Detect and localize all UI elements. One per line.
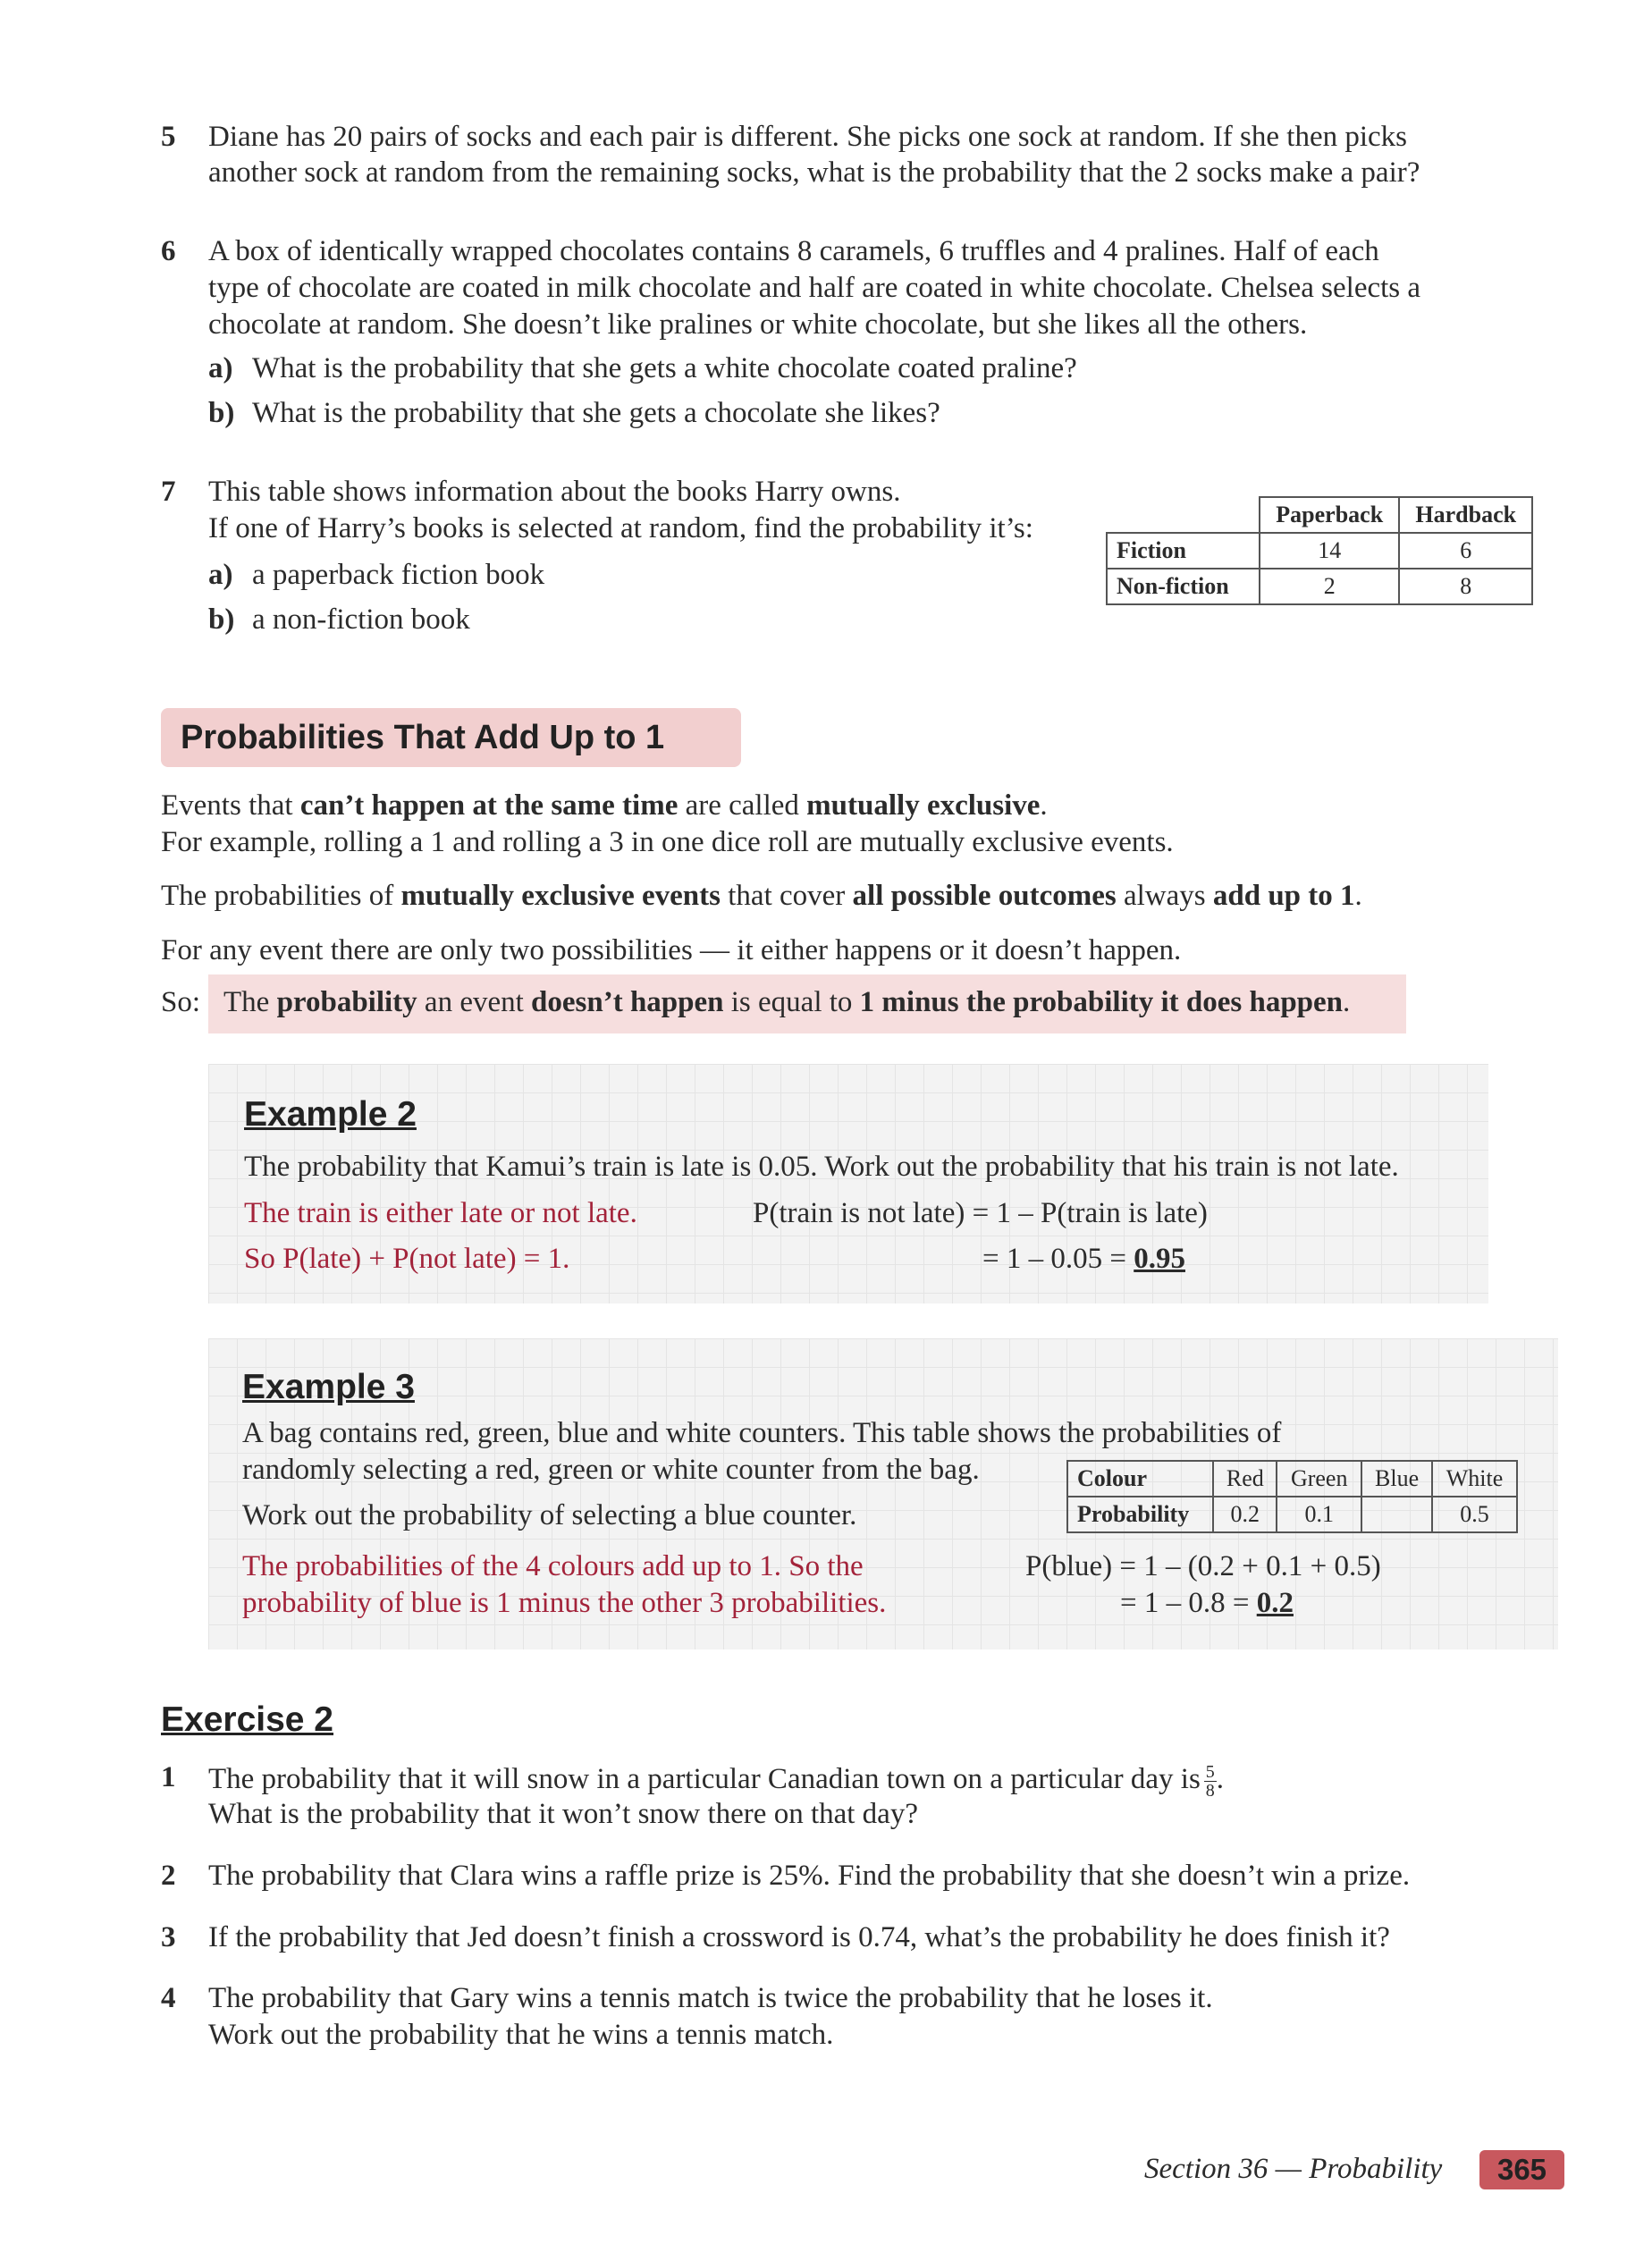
question-text: The probability that it will snow in a particular Canadian town on a particular day is $\frac{5}{8}$ . <box>208 1762 1225 1801</box>
fraction: $\frac{5}{8}$ <box>1205 1762 1215 1801</box>
question-text: The probability that Gary wins a tennis match is twice the probability that he loses it. <box>208 1982 1213 2014</box>
example-note: probability of blue is 1 minus the other 3 probabilities. <box>242 1587 887 1619</box>
table-cell: 14 <box>1260 533 1399 569</box>
table-cell: 2 <box>1260 569 1399 604</box>
subpart-text: a non-fiction book <box>252 603 470 636</box>
example-question: randomly selecting a red, green or white counter from the bag. <box>242 1454 980 1486</box>
exercise-title: Exercise 2 <box>161 1700 334 1739</box>
question-text: This table shows information about the books Harry owns. <box>208 476 901 508</box>
section-heading: Probabilities That Add Up to 1 <box>161 708 741 767</box>
question-text: chocolate at random. She doesn’t like pralines or white chocolate, but she likes all the others. <box>208 308 1308 341</box>
paragraph: The probabilities of mutually exclusive events that cover all possible outcomes always add up to 1. <box>161 880 1362 912</box>
question-text: The probability that Clara wins a raffle prize is 25%. Find the probability that she doesn’t win a prize. <box>208 1860 1411 1892</box>
working-line: = 1 – 0.05 = 0.95 <box>982 1243 1185 1275</box>
question-number: 5 <box>161 121 176 153</box>
table-cell: 6 <box>1399 533 1532 569</box>
table-cell: 8 <box>1399 569 1532 604</box>
row-header: Colour <box>1067 1461 1213 1497</box>
example-note: The probabilities of the 4 colours add up to 1. So the <box>242 1550 864 1582</box>
question-text: What is the probability that it won’t snow there on that day? <box>208 1798 918 1830</box>
question-text: Diane has 20 pairs of socks and each pair is different. She picks one sock at random. If she then picks <box>208 121 1408 153</box>
question-number: 4 <box>161 1982 176 2014</box>
table-cell: White <box>1432 1461 1517 1497</box>
row-header: Fiction <box>1107 533 1260 569</box>
question-text: Work out the probability that he wins a tennis match. <box>208 2019 834 2051</box>
paragraph: For any event there are only two possibilities — it either happens or it doesn’t happen. <box>161 934 1182 966</box>
example-title: Example 3 <box>242 1368 415 1406</box>
example-title: Example 2 <box>244 1095 417 1134</box>
example-question: The probability that Kamui’s train is late is 0.05. Work out the probability that his train is not late. <box>244 1151 1399 1183</box>
page-number: 365 <box>1479 2150 1564 2189</box>
subpart-text: What is the probability that she gets a white chocolate coated praline? <box>252 352 1077 384</box>
question-number: 6 <box>161 235 176 267</box>
subpart-label: b) <box>208 397 235 429</box>
table-cell: 0.5 <box>1432 1497 1517 1532</box>
question-text: If the probability that Jed doesn’t finish a crossword is 0.74, what’s the probability he does finish it? <box>208 1921 1390 1953</box>
footer-section-label: Section 36 — Probability <box>1144 2153 1443 2185</box>
question-text: type of chocolate are coated in milk chocolate and half are coated in white chocolate. Chelsea selects a <box>208 272 1421 304</box>
subpart-label: a) <box>208 559 233 591</box>
subpart-label: a) <box>208 352 233 384</box>
column-header: Paperback <box>1260 497 1399 533</box>
colour-probability-table <box>1066 1460 1518 1533</box>
subpart-label: b) <box>208 603 235 636</box>
example-question: Work out the probability of selecting a blue counter. <box>242 1499 857 1531</box>
working-line: P(blue) = 1 – (0.2 + 0.1 + 0.5) <box>1025 1550 1381 1582</box>
example-question: A bag contains red, green, blue and white counters. This table shows the probabilities of <box>242 1417 1282 1449</box>
working-line: P(train is not late) = 1 – P(train is late) <box>753 1197 1208 1229</box>
table-cell: Red <box>1213 1461 1277 1497</box>
row-header: Non-fiction <box>1107 569 1260 604</box>
table-cell: 0.1 <box>1277 1497 1361 1532</box>
row-header: Probability <box>1067 1497 1213 1532</box>
so-label: So: <box>161 986 201 1018</box>
working-line: = 1 – 0.8 = 0.2 <box>1120 1587 1294 1619</box>
question-number: 7 <box>161 476 176 508</box>
table-cell: 0.2 <box>1213 1497 1277 1532</box>
question-number: 2 <box>161 1860 176 1892</box>
example-note: So P(late) + P(not late) = 1. <box>244 1243 570 1275</box>
books-table <box>1106 496 1533 605</box>
table-cell: Green <box>1277 1461 1361 1497</box>
example-note: The train is either late or not late. <box>244 1197 637 1229</box>
question-number: 1 <box>161 1761 176 1793</box>
question-text: A box of identically wrapped chocolates contains 8 caramels, 6 truffles and 4 pralines. Half of each <box>208 235 1379 267</box>
paragraph: For example, rolling a 1 and rolling a 3 in one dice roll are mutually exclusive events. <box>161 826 1174 858</box>
question-number: 3 <box>161 1921 176 1953</box>
table-cell: Blue <box>1361 1461 1432 1497</box>
paragraph: Events that can’t happen at the same time are called mutually exclusive. <box>161 789 1048 822</box>
subpart-text: What is the probability that she gets a chocolate she likes? <box>252 397 940 429</box>
question-text: If one of Harry’s books is selected at random, find the probability it’s: <box>208 512 1033 544</box>
key-fact: The probability an event doesn’t happen is equal to 1 minus the probability it does happen. <box>223 986 1351 1018</box>
column-header: Hardback <box>1399 497 1532 533</box>
subpart-text: a paperback fiction book <box>252 559 545 591</box>
table-cell <box>1361 1497 1432 1532</box>
question-text: another sock at random from the remaining socks, what is the probability that the 2 socks make a pair? <box>208 156 1420 189</box>
